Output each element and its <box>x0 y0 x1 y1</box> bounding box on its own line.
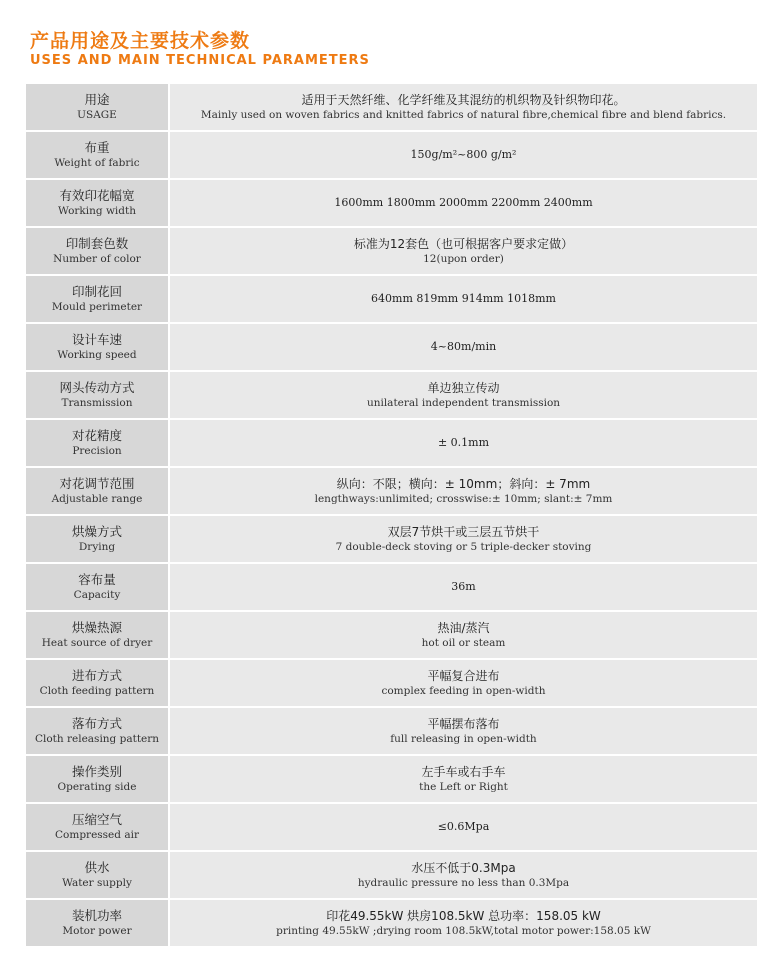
parameter-value-cn: 平幅复合进布 <box>427 668 500 683</box>
table-row <box>26 564 757 610</box>
parameter-label-cell <box>26 228 168 274</box>
table-row <box>26 660 757 706</box>
parameter-label-en: Transmission <box>61 397 133 409</box>
parameter-label-cn: 烘燥热源 <box>71 620 122 635</box>
parameter-label-en: Water supply <box>62 877 132 889</box>
table-row <box>26 84 757 130</box>
parameter-value-cell <box>170 564 757 610</box>
parameter-label-cell <box>26 324 168 370</box>
parameter-label-en: Working speed <box>57 349 137 361</box>
parameter-label-cell <box>26 468 168 514</box>
parameter-label-cell <box>26 564 168 610</box>
table-row <box>26 420 757 466</box>
parameter-value-cell <box>170 612 757 658</box>
parameter-label-cell <box>26 708 168 754</box>
table-row <box>26 900 757 946</box>
parameter-value-cell <box>170 516 757 562</box>
parameter-value-en: 12(upon order) <box>423 252 504 265</box>
parameter-label-cell <box>26 612 168 658</box>
parameter-label-cn: 对花调节范围 <box>59 476 135 491</box>
parameter-value-en: lengthways:unlimited; crosswise:± 10mm; slant:± 7mm <box>314 492 613 505</box>
parameter-value-en: 36m <box>451 580 476 593</box>
table-row <box>26 852 757 898</box>
table-row <box>26 756 757 802</box>
table-row <box>26 612 757 658</box>
parameter-label-en: Cloth releasing pattern <box>34 733 160 745</box>
parameter-label-cn: 对花精度 <box>71 428 122 443</box>
parameter-label-en: Motor power <box>62 925 132 937</box>
parameter-label-cell <box>26 516 168 562</box>
parameter-value-en: hydraulic pressure no less than 0.3Mpa <box>357 876 570 889</box>
parameter-value-en: 640mm 819mm 914mm 1018mm <box>371 292 556 305</box>
parameter-label-en: Compressed air <box>55 829 139 841</box>
parameter-value-cell <box>170 180 757 226</box>
table-row <box>26 132 757 178</box>
parameter-value-en: 4~80m/min <box>430 340 497 353</box>
parameter-label-cell <box>26 660 168 706</box>
page-title: 产品用途及主要技术参数 <box>30 30 251 52</box>
parameter-value-en: the Left or Right <box>419 780 508 793</box>
parameter-label-en: Adjustable range <box>51 493 143 505</box>
parameter-label-cn: 烘燥方式 <box>71 524 122 539</box>
parameter-value-en: 7 double-deck stoving or 5 triple-decker stoving <box>335 540 592 553</box>
parameter-value-cell <box>170 468 757 514</box>
table-row <box>26 228 757 274</box>
parameter-value-cn: 水压不低于0.3Mpa <box>411 860 516 875</box>
parameter-label-cn: 供水 <box>84 860 110 875</box>
parameter-value-cell <box>170 660 757 706</box>
parameter-value-cell <box>170 84 757 130</box>
parameter-label-en: Drying <box>78 541 116 553</box>
parameter-label-cn: 有效印花幅宽 <box>59 188 135 203</box>
table-row <box>26 708 757 754</box>
parameter-label-cn: 容布量 <box>78 572 116 587</box>
parameter-label-cell <box>26 276 168 322</box>
parameter-value-en: unilateral independent transmission <box>366 396 561 409</box>
parameter-value-cn: 平幅摆布落布 <box>427 716 500 731</box>
parameter-label-cn: 装机功率 <box>71 908 122 923</box>
parameter-value-en: ± 0.1mm <box>437 436 490 449</box>
page-subtitle: USES AND MAIN TECHNICAL PARAMETERS <box>30 53 370 68</box>
parameter-label-cell <box>26 132 168 178</box>
parameter-value-cn: 适用于天然纤维、化学纤维及其混纺的机织物及针织物印花。 <box>301 92 626 107</box>
parameter-value-en: printing 49.55kW ;drying room 108.5kW,total motor power:158.05 kW <box>276 924 651 937</box>
parameter-label-en: USAGE <box>77 109 117 121</box>
parameter-label-en: Working width <box>57 205 136 217</box>
parameter-label-cn: 网头传动方式 <box>59 380 135 395</box>
table-row <box>26 516 757 562</box>
parameter-label-cn: 进布方式 <box>71 668 122 683</box>
parameter-value-en: 1600mm 1800mm 2000mm 2200mm 2400mm <box>334 196 593 209</box>
parameter-label-cn: 印制套色数 <box>65 236 129 251</box>
parameter-label-cn: 印制花回 <box>71 284 122 299</box>
parameter-label-cn: 落布方式 <box>71 716 122 731</box>
parameter-value-cell <box>170 756 757 802</box>
parameter-label-en: Weight of fabric <box>54 157 140 169</box>
parameter-label-cell <box>26 372 168 418</box>
parameter-value-cell <box>170 804 757 850</box>
parameter-label-en: Precision <box>72 445 122 457</box>
parameter-value-cn: 左手车或右手车 <box>421 764 506 779</box>
parameter-label-cn: 用途 <box>84 92 110 107</box>
parameter-value-cell <box>170 900 757 946</box>
parameter-value-cn: 双层7节烘干或三层五节烘干 <box>387 524 540 539</box>
table-row <box>26 372 757 418</box>
parameter-value-cell <box>170 372 757 418</box>
parameter-value-cell <box>170 852 757 898</box>
parameter-value-cn: 纵向：不限；横向：± 10mm；斜向：± 7mm <box>336 476 591 491</box>
parameter-value-cn: 热油/蒸汽 <box>437 620 490 635</box>
parameter-label-cell <box>26 84 168 130</box>
parameter-value-cn: 标准为12套色（也可根据客户要求定做） <box>353 236 574 251</box>
parameter-value-en: Mainly used on woven fabrics and knitted fabrics of natural fibre,chemical fibre and blend fabrics. <box>200 108 727 121</box>
parameter-label-cell <box>26 804 168 850</box>
parameters-table <box>26 84 757 948</box>
parameter-value-cell <box>170 324 757 370</box>
parameter-label-cell <box>26 852 168 898</box>
parameter-value-cell <box>170 132 757 178</box>
parameter-label-en: Mould perimeter <box>51 301 143 313</box>
parameter-label-en: Capacity <box>73 589 121 601</box>
parameter-value-en: full releasing in open-width <box>390 732 537 745</box>
parameter-label-cell <box>26 180 168 226</box>
table-row <box>26 468 757 514</box>
parameter-label-cn: 压缩空气 <box>71 812 122 827</box>
parameter-label-en: Operating side <box>57 781 137 793</box>
parameter-label-cell <box>26 420 168 466</box>
parameter-value-cell <box>170 228 757 274</box>
parameter-label-cn: 布重 <box>84 140 110 155</box>
table-row <box>26 276 757 322</box>
parameter-value-en: hot oil or steam <box>421 636 506 649</box>
parameter-label-cell <box>26 900 168 946</box>
parameter-label-cn: 操作类别 <box>71 764 122 779</box>
parameter-value-cell <box>170 708 757 754</box>
parameter-value-cn: 单边独立传动 <box>427 380 500 395</box>
parameter-value-en: 150g/m²~800 g/m² <box>410 148 517 161</box>
table-row <box>26 324 757 370</box>
parameter-label-cell <box>26 756 168 802</box>
parameter-label-en: Heat source of dryer <box>41 637 153 649</box>
parameter-label-en: Number of color <box>53 253 141 265</box>
table-row <box>26 804 757 850</box>
parameter-label-cn: 设计车速 <box>71 332 122 347</box>
parameter-label-en: Cloth feeding pattern <box>39 685 155 697</box>
parameter-value-en: complex feeding in open-width <box>381 684 546 697</box>
parameter-value-cn: 印花49.55kW 烘房108.5kW 总功率：158.05 kW <box>326 908 601 923</box>
table-row <box>26 180 757 226</box>
parameter-value-cell <box>170 276 757 322</box>
parameter-value-cell <box>170 420 757 466</box>
parameter-value-en: ≤0.6Mpa <box>437 820 490 833</box>
